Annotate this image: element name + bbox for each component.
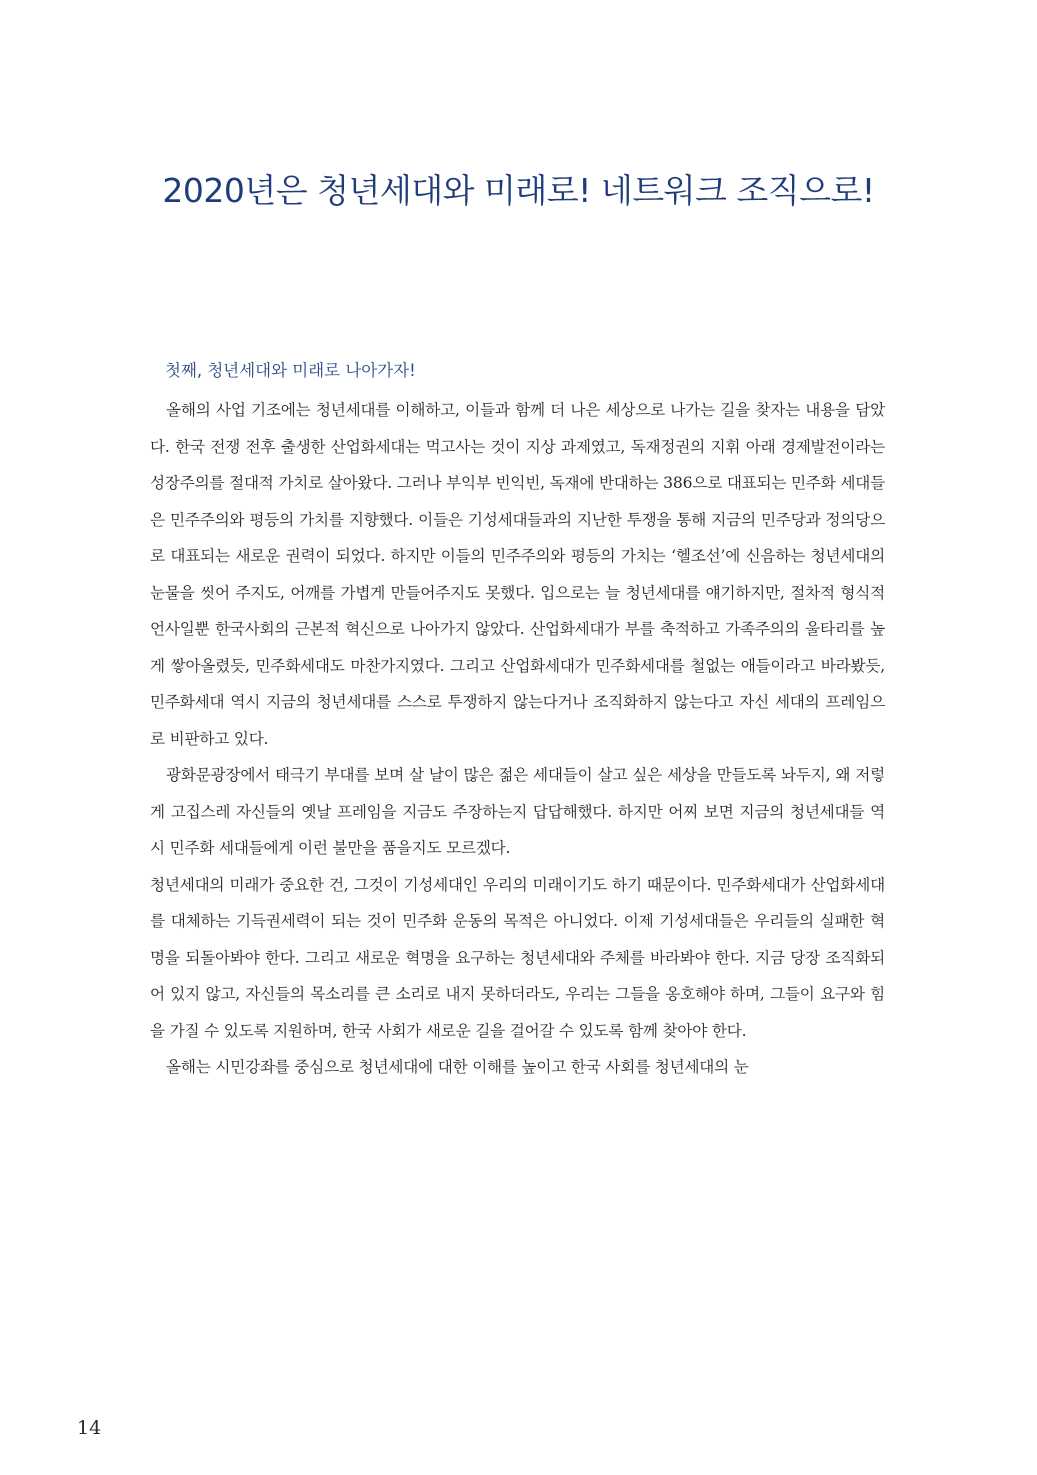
section-heading: 첫째, 청년세대와 미래로 나아가자! <box>165 361 416 380</box>
paragraph-4: 올해는 시민강좌를 중심으로 청년세대에 대한 이해를 높이고 한국 사회를 청년세대의 눈 <box>166 1058 749 1076</box>
page-title: 2020년은 청년세대와 미래로! 네트워크 조직으로! <box>162 171 875 210</box>
paragraph-3: 청년세대의 미래가 중요한 건, 그것이 기성세대인 우리의 미래이기도 하기 때문이다. 민주화세대가 산업화세대를 대체하는 기득권세력이 되는 것이 민주화 운동의 목적은 아니었다. 이제 기성세대들은 우리들의 실패한 혁명을 되돌아봐야 한다. 그리고 새로운 혁명을 요구하는 청년세대와 주체를 바라봐야 한다. 지금 당장 조직화되어 있지 않고, 자신들의 목소리를 큰 소리로 내지 못하더라도, 우리는 그들을 옹호해야 하며, 그들이 요구와 힘을 가질 수 있도록 지원하며, 한국 사회가 새로운 길을 걸어갈 수 있도록 함께 찾아야 한다. <box>150 875 885 1040</box>
paragraph-2: 광화문광장에서 태극기 부대를 보며 살 날이 많은 젊은 세대들이 살고 싶은 세상을 만들도록 놔두지, 왜 저렇게 고집스레 자신들의 옛날 프레임을 지금도 주장하는지 답답해했다. 하지만 어찌 보면 지금의 청년세대들 역시 민주화 세대들에게 이런 불만을 품을지도 모르겠다. <box>150 766 885 857</box>
paragraph-1: 올해의 사업 기조에는 청년세대를 이해하고, 이들과 함께 더 나은 세상으로 나가는 길을 찾자는 내용을 담았다. 한국 전쟁 전후 출생한 산업화세대는 먹고사는 것이 지상 과제였고, 독재정권의 지휘 아래 경제발전이라는 성장주의를 절대적 가치로 살아왔다. 그러나 부익부 빈익빈, 독재에 반대하는 386으로 대표되는 민주화 세대들은 민주주의와 평등의 가치를 지향했다. 이들은 기성세대들과의 지난한 투쟁을 통해 지금의 민주당과 정의당으로 대표되는 새로운 권력이 되었다. 하지만 이들의 민주주의와 평등의 가치는 ‘헬조선’에 신음하는 청년세대의 눈물을 씻어 주지도, 어깨를 가볍게 만들어주지도 못했다. 입으로는 늘 청년세대를 얘기하지만, 절차적 형식적 언사일뿐 한국사회의 근본적 혁신으로 나아가지 않았다. 산업화세대가 부를 축적하고 가족주의의 울타리를 높게 쌓아올렸듯, 민주화세대도 마찬가지였다. 그리고 산업화세대가 민주화세대를 철없는 애들이라고 바라봤듯, 민주화세대 역시 지금의 청년세대를 스스로 투쟁하지 않는다거나 조직화하지 않는다고 자신 세대의 프레임으로 비판하고 있다. <box>150 401 885 748</box>
body-text <box>150 392 885 1086</box>
page-number: 14 <box>77 1417 102 1439</box>
